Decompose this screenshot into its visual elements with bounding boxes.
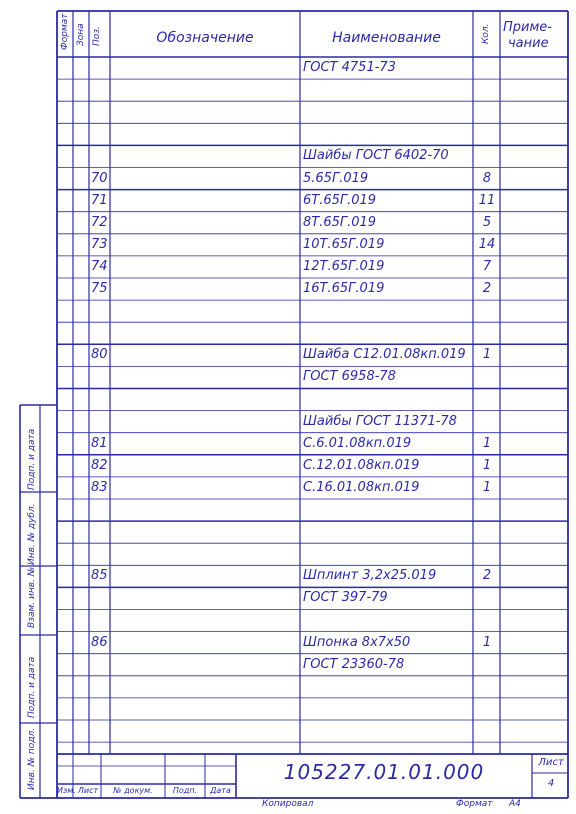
row-position: 71 — [91, 192, 108, 208]
row-name: 8Т.65Г.019 — [303, 214, 377, 230]
row-position: 82 — [91, 457, 108, 473]
row-quantity: 14 — [478, 236, 496, 252]
label-data: Дата — [210, 786, 231, 795]
row-name: ГОСТ 397-79 — [303, 590, 388, 606]
row-position: 80 — [91, 347, 108, 363]
label-n-dokum: № докум. — [113, 786, 153, 795]
format-col-header: Формат — [60, 13, 70, 50]
row-name: Шайбы ГОСТ 11371-78 — [303, 413, 457, 429]
row-name: 5.65Г.019 — [303, 170, 369, 186]
row-position: 74 — [91, 258, 108, 274]
row-position: 73 — [91, 236, 108, 252]
row-quantity: 8 — [482, 170, 492, 186]
row-name: С.12.01.08кп.019 — [303, 457, 420, 473]
row-name: С.16.01.08кп.019 — [303, 479, 420, 495]
row-quantity: 7 — [482, 258, 492, 274]
side-podp-data-1: Подп. и дата — [27, 656, 37, 718]
label-podp: Подп. — [172, 786, 198, 795]
row-quantity: 5 — [482, 214, 492, 230]
row-name: 12Т.65Г.019 — [303, 258, 385, 274]
row-name: 6Т.65Г.019 — [303, 192, 377, 208]
row-name: Шайба С12.01.08кп.019 — [303, 347, 466, 363]
row-position: 85 — [91, 568, 108, 584]
row-name: Шплинт 3,2х25.019 — [303, 568, 437, 584]
row-name: 16Т.65Г.019 — [303, 281, 385, 296]
row-quantity: 1 — [482, 479, 492, 495]
side-inv-podl: Инв. № подл. — [27, 727, 37, 790]
row-position: 83 — [91, 479, 108, 495]
sheet-number: 4 — [547, 778, 555, 789]
row-name: ГОСТ 4751-73 — [303, 60, 396, 75]
designation-col-header: Обозначение — [156, 30, 254, 46]
row-position: 70 — [91, 170, 108, 186]
row-position: 86 — [91, 634, 108, 650]
row-name: Шайбы ГОСТ 6402-70 — [303, 148, 449, 164]
zone-col-header: Зона — [76, 23, 86, 46]
row-quantity: 1 — [482, 457, 492, 473]
row-position: 81 — [91, 435, 108, 451]
label-izm: Изм. — [57, 786, 76, 795]
row-name: ГОСТ 23360-78 — [303, 656, 405, 672]
row-quantity: 2 — [482, 568, 492, 584]
footer-copied: Копировал — [262, 799, 314, 809]
name-col-header: Наименование — [332, 30, 441, 46]
row-name: ГОСТ 6958-78 — [303, 369, 396, 385]
row-quantity: 2 — [482, 281, 492, 296]
side-podp-data-2: Подп. и дата — [27, 428, 37, 490]
footer-format-label: Формат — [456, 799, 493, 809]
row-quantity: 11 — [478, 192, 496, 208]
note-col-header-line1: Приме- — [503, 20, 552, 35]
row-position: 72 — [91, 214, 108, 230]
row-quantity: 1 — [482, 634, 492, 650]
pos-col-header: Поз. — [92, 26, 102, 46]
label-list: Лист — [77, 786, 99, 795]
sheet-label: Лист — [538, 757, 564, 768]
row-quantity: 1 — [482, 347, 492, 363]
row-quantity: 1 — [482, 435, 492, 451]
footer-format-value: А4 — [509, 799, 521, 809]
note-col-header-line2: чание — [508, 36, 549, 51]
row-name: Шпонка 8х7х50 — [303, 634, 411, 650]
side-vzam-inv: Взам. инв. № — [27, 566, 37, 628]
row-name: 10Т.65Г.019 — [303, 236, 385, 252]
document-number: 105227.01.01.000 — [283, 760, 485, 784]
row-name: С.6.01.08кп.019 — [303, 435, 412, 451]
qty-col-header: Кол. — [481, 23, 491, 44]
side-inv-dubl: Инв. № дубл. — [27, 503, 37, 565]
row-position: 75 — [91, 281, 108, 296]
